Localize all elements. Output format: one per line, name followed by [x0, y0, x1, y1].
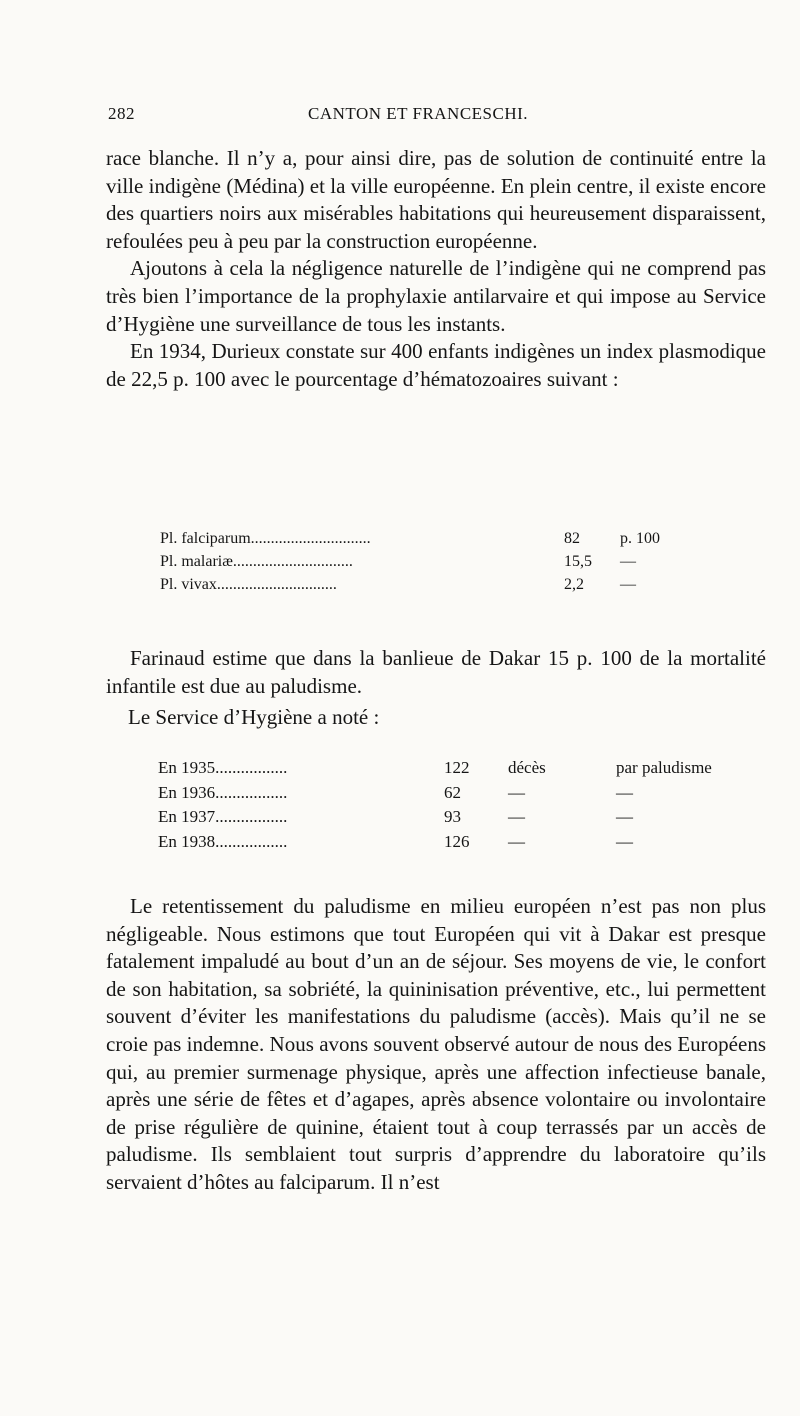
- table-row: [160, 553, 720, 576]
- table-row: [158, 758, 738, 783]
- table-row: [160, 530, 720, 553]
- row-unit: p. 100: [620, 530, 660, 547]
- row-unit: —: [508, 831, 525, 851]
- paragraph: Ajoutons à cela la négligence naturelle de l’indigène qui ne comprend pas très bien l’importance de la prophylaxie antilarvaire et qui impose au Service d’Hygiène une surveillance de tous les instants.: [106, 256, 766, 336]
- row-unit-2: —: [616, 831, 633, 851]
- row-label: En 1936.................: [158, 782, 288, 802]
- hygiene-note: Le Service d’Hygiène a noté :: [128, 705, 380, 729]
- row-unit: décès: [508, 758, 546, 777]
- table-row: [158, 832, 738, 857]
- row-unit: —: [620, 553, 636, 570]
- row-label: Pl. vivax..............................: [160, 576, 337, 593]
- row-value: 62: [444, 782, 461, 802]
- parasite-table: [160, 530, 720, 599]
- page-header: [108, 104, 768, 132]
- row-label: Pl. falciparum..............................: [160, 530, 371, 547]
- text-block-top: [106, 145, 766, 393]
- paragraph: race blanche. Il n’y a, pour ainsi dire, pas de solution de continuité entre la ville indigène (Médina) et la ville européenne. En plein centre, il existe encore des quartiers noirs aux misérables habitations qui heureusement disparaissent, refoulées peu à peu par la construction européenne.: [106, 146, 766, 253]
- row-label: En 1938.................: [158, 831, 288, 851]
- text-block-middle: [106, 645, 766, 700]
- paragraph: En 1934, Durieux constate sur 400 enfants indigènes un index plasmodique de 22,5 p. 100 avec le pourcentage d’hématozoaires suivant :: [106, 339, 766, 391]
- row-value: 122: [444, 758, 470, 777]
- row-value: 2,2: [564, 576, 584, 593]
- row-value: 126: [444, 831, 470, 851]
- row-value: 82: [564, 530, 580, 547]
- paragraph: Le retentissement du paludisme en milieu européen n’est pas non plus négligeable. Nous estimons que tout Européen qui vit à Dakar est presque fatalement impaludé au bout d’un an de séjour. Ses moyens de vie, le confort de son habitation, sa sobriété, la quininisation préventive, etc., lui permettent souvent d’éviter les manifestations du paludisme (accès). Mais qu’il ne se croie pas indemne. Nous avons souvent observé autour de nous des Européens qui, au premier surmenage physique, après une affection infectieuse banale, après une série de fêtes et d’agapes, après absence volontaire ou involontaire de prise régulière de quinine, étaient tout à coup terrassés par un accès de paludisme. Ils semblaient tout surpris d’apprendre du laboratoire qu’ils servaient d’hôtes au falciparum. Il n’est: [106, 894, 766, 1194]
- row-unit-2: par paludisme: [616, 758, 712, 777]
- table-row: [158, 783, 738, 808]
- page-number: 282: [108, 104, 135, 123]
- text-block-bottom: [106, 893, 766, 1197]
- row-unit-2: —: [616, 807, 633, 826]
- row-label: Pl. malariæ..............................: [160, 553, 353, 570]
- row-unit: —: [620, 576, 636, 593]
- deaths-table: [158, 758, 738, 856]
- table-row: [158, 807, 738, 832]
- row-value: 15,5: [564, 553, 592, 570]
- row-unit-2: —: [616, 782, 633, 802]
- row-unit: —: [508, 807, 525, 826]
- paragraph: Farinaud estime que dans la banlieue de Dakar 15 p. 100 de la mortalité infantile est due au paludisme.: [106, 646, 766, 698]
- row-value: 93: [444, 807, 461, 826]
- running-title: CANTON ET FRANCESCHI.: [308, 104, 529, 123]
- table-row: [160, 576, 720, 599]
- row-label: En 1935.................: [158, 758, 288, 777]
- row-unit: —: [508, 782, 525, 802]
- row-label: En 1937.................: [158, 807, 288, 826]
